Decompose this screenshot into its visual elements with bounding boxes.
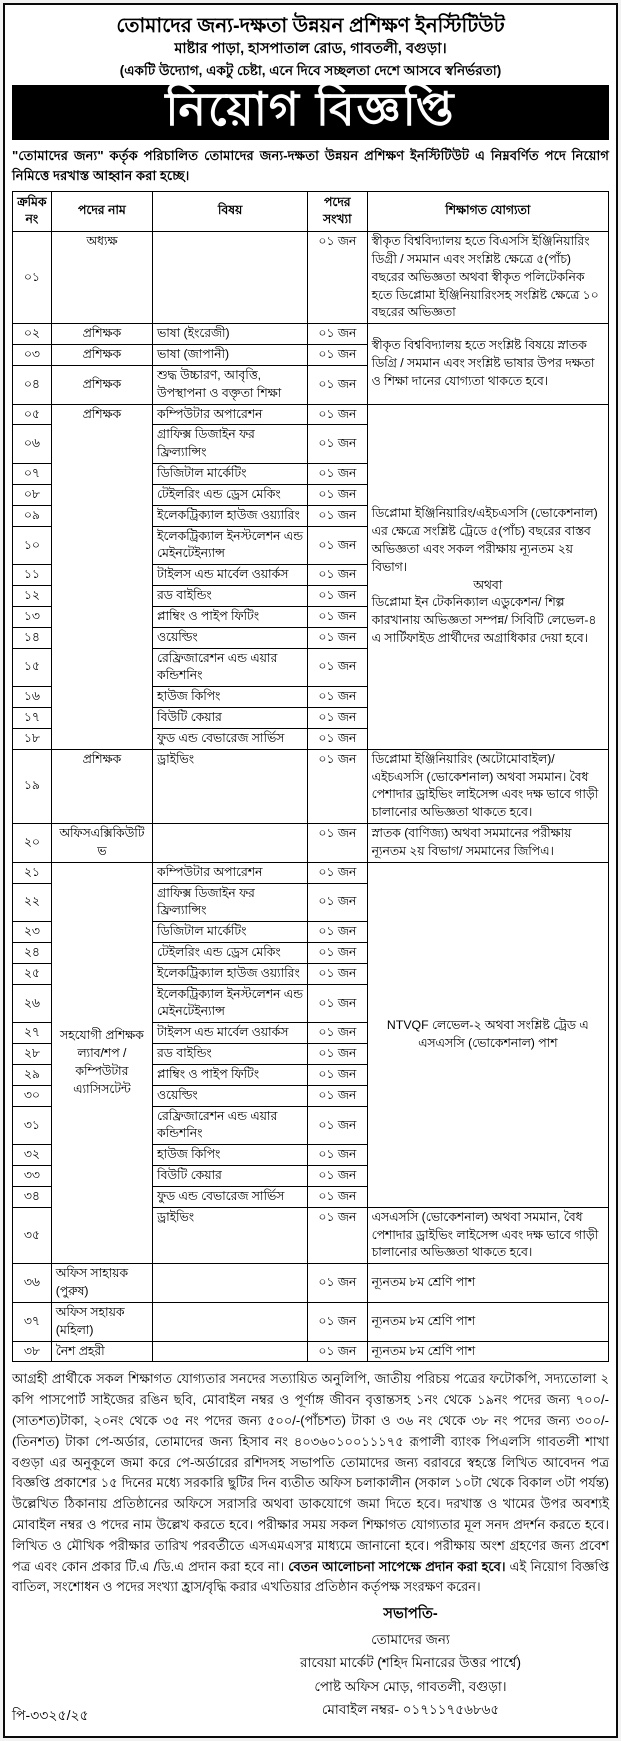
post-name-cell	[51, 862, 152, 1264]
cell-line: অথবা	[473, 577, 503, 592]
table-row	[13, 1264, 609, 1303]
post-name-cell: প্রশিক্ষক	[51, 324, 152, 345]
qualification-cell	[367, 404, 608, 749]
serial-cell: ৩৭	[13, 1302, 52, 1341]
subject-cell: ড্রাইভিং	[153, 749, 308, 823]
serial-cell: ২১	[13, 862, 52, 883]
qualification-cell: ন্যূনতম ৮ম শ্রেণি পাশ	[367, 1341, 608, 1362]
table-row	[13, 404, 609, 425]
post-count-cell: ০১ জন	[308, 345, 368, 366]
post-count-cell: ০১ জন	[308, 1023, 368, 1044]
post-count-cell: ০১ জন	[308, 324, 368, 345]
subject-cell: ডিজিটাল মার্কেটিং	[153, 464, 308, 485]
subject-cell: টাইলস এন্ড মার্বেল ওয়ার্কস	[153, 1023, 308, 1044]
serial-cell: ৩৮	[13, 1341, 52, 1362]
signature-address-1: রাবেয়া মার্কেট (শহিদ মিনারের উত্তর পার্শ্বে)	[300, 1655, 521, 1671]
subject-cell: ইলেকট্রিক্যাল ইনস্টলেশন এন্ড মেইনটেইন্যান্স	[153, 984, 308, 1023]
col-header-serial: ক্রমিক নং	[13, 191, 52, 232]
serial-cell: ৩৫	[13, 1207, 52, 1263]
cell-line: ল্যাব/শপ / কম্পিউটার	[75, 1046, 129, 1078]
post-name-cell: প্রশিক্ষক	[51, 404, 152, 749]
banner-title: নিয়োগ বিজ্ঞপ্তি	[165, 83, 456, 136]
table-row	[13, 324, 609, 345]
table-row	[13, 1341, 609, 1362]
post-name-cell: অফিস সাহায়ক (পুরুষ)	[51, 1264, 152, 1303]
notice-page	[3, 3, 618, 1738]
qualification-cell: এসএসসি (ভোকেশনাল) অথবা সমমান, বৈধ পেশাদার ড্রাইভিং লাইসেন্স এবং দক্ষ ভাবে গাড়ী চালানোর অভিজ্ঞতা থাকতে হবে।	[367, 1207, 608, 1263]
post-count-cell: ০১ জন	[308, 1186, 368, 1207]
subject-cell: ভাষা (জাপানী)	[153, 345, 308, 366]
serial-cell: ২২	[13, 883, 52, 922]
subject-cell	[153, 1341, 308, 1362]
post-name-cell: প্রশিক্ষক	[51, 345, 152, 366]
qualification-cell: ডিপ্লোমা ইঞ্জিনিয়ারিং (অটোমোবাইল)/এইচএসসি (ভোকেশনাল) অথবা সমমান। বৈধ পেশাদার ড্রাইভিং লাইসেন্স এবং দক্ষ ভাবে গাড়ী চালানোর অভিজ্ঞতা থাকতে হবে।	[367, 749, 608, 823]
post-count-cell: ০১ জন	[308, 648, 368, 687]
subject-cell	[153, 824, 308, 863]
table-row	[13, 862, 609, 883]
serial-cell: ৩১	[13, 1106, 52, 1145]
subject-cell: হাউজ কিপিং	[153, 687, 308, 708]
post-count-cell: ০১ জন	[308, 627, 368, 648]
post-count-cell: ০১ জন	[308, 1302, 368, 1341]
post-count-cell: ০১ জন	[308, 586, 368, 607]
notes-text-2: এই নিয়োগ বিজ্ঞপ্তি বাতিল, সংশোধন ও পদের সংখ্যা হ্রাস/বৃদ্ধি করার এখতিয়ার প্রতিষ্ঠান কর্তৃপক্ষ সংরক্ষণ করেন।	[12, 1558, 610, 1595]
serial-cell: ০৩	[13, 345, 52, 366]
col-header-subject: বিষয়	[153, 191, 308, 232]
qualification-cell: স্বীকৃত বিশ্ববিদ্যালয় হতে বিএসসি ইঞ্জিনিয়ারিং ডিগ্রী / সমমান এবং সংশ্লিষ্ট ক্ষেত্রে ৫(পাঁচ) বছরের অভিজ্ঞতা অথবা স্বীকৃত পলিটেকনিক হতে ডিপ্লোমা ইঞ্জিনিয়ারিংসহ সংশ্লিষ্ট ক্ষেত্রে ১০ বছরের অভিজ্ঞতা	[367, 232, 608, 324]
signature-mobile: মোবাইল নম্বর- ০১৭১১৭৫৬৮৬৫	[321, 1702, 500, 1718]
serial-cell: ২৬	[13, 984, 52, 1023]
org-slogan: (একটি উদ্যোগ, একটু চেষ্টা, এনে দিবে সচ্ছলতা দেশে আসবে স্বনির্ভরতা)	[119, 62, 502, 78]
serial-cell: ২৪	[13, 942, 52, 963]
post-name-cell: নৈশ প্রহরী	[51, 1341, 152, 1362]
subject-cell: ইলেকট্রিক্যাল হাউজ ওয়্যারিং	[153, 505, 308, 526]
cell-line: ডিপ্লোমা ইঞ্জিনিয়ারিং/এইচএসসি (ভোকেশনাল) এর ক্ষেত্রে সংশ্লিষ্ট ট্রেডে ৫(পাঁচ) বছরের বাস্তব অভিজ্ঞতা এবং সকল পরীক্ষায় ন্যূনতম ২য় বিভাগ।	[371, 506, 598, 574]
serial-cell: ১৭	[13, 708, 52, 729]
notes-text-1: আগ্রহী প্রার্থীকে সকল শিক্ষাগত যোগ্যতার সনদের সত্যায়িত অনুলিপি, জাতীয় পরিচয় পত্রের ফটোকপি, সদ্যতোলা ২ কপি পাসপোর্ট সাইজের রঙিন ছবি, মোবাইল নম্বর ও পূর্ণাঙ্গ জীবন বৃত্তান্তসহ ১নং থেকে ১৯নং পদের জন্য ৭০০/-(সাতশত)টাকা, ২০নং থেকে ৩৫ নং পদের জন্য ৫০০/-(পাঁচশত) টাকা ও ৩৬ নং থেকে ৩৮ নং পদের জন্য ৩০০/-(তিনশত) টাকা পে-অর্ডার, তোমাদের জন্য হিসাব নং ৪০৩৬০১০০১১১৭৫ রূপালী ব্যাংক পিএলসি গাবতলী শাখা বগুড়া এর অনুকূলে জমা করে পে-অর্ডারের রশিদসহ সভাপতি তোমাদের জন্য বরাবরে স্বহস্তে লিখিত আবেদন পত্র বিজ্ঞপ্তি প্রকাশের ১৫ দিনের মধ্যে সরকারি ছুটির দিন ব্যতীত অফিস চলাকালীন (সকাল ১০টা থেকে বিকাল ৩টা পর্যন্ত) উল্লেখিত ঠিকানায় প্রতিষ্ঠানের অফিসে সরাসরি অথবা ডাকযোগে জমা দিতে হবে। দরখাস্ত ও খামের উপর অবশ্যই মোবাইল নম্বর ও পদের নাম উল্লেখ করতে হবে। পরীক্ষার সময় সকল শিক্ষাগত যোগ্যতার মূল সনদ প্রদর্শন করতে হবে। লিখিত ও মৌখিক পরীক্ষার তারিখ পরবর্তীতে এসএমএস'র মাধ্যমে জানানো হবে। পরীক্ষায় অংশ গ্রহণের জন্য প্রবেশ পত্র এবং কোন প্রকার টি.এ /ডি.এ প্রদান করা হবে না।	[12, 1371, 609, 1574]
subject-cell: ডিজিটাল মার্কেটিং	[153, 922, 308, 943]
signature-address-2: পোষ্ট অফিস মোড়, গাবতলী, বগুড়া।	[314, 1678, 507, 1694]
post-count-cell: ০১ জন	[308, 1341, 368, 1362]
subject-cell: ইলেকট্রিক্যাল হাউজ ওয়্যারিং	[153, 963, 308, 984]
serial-cell: ০২	[13, 324, 52, 345]
subject-cell: ভাষা (ইংরেজী)	[153, 324, 308, 345]
post-count-cell: ০১ জন	[308, 526, 368, 565]
subject-cell: প্লাম্বিং ও পাইপ ফিটিং	[153, 606, 308, 627]
serial-cell: ২৯	[13, 1064, 52, 1085]
subject-cell	[153, 1302, 308, 1341]
qualification-cell: NTVQF লেভেল-২ অথবা সংশ্লিষ্ট ট্রেড এ এসএসসি (ভোকেশনাল) পাশ	[367, 862, 608, 1207]
ref-number: পি-৩৩২৫/২৫	[12, 1707, 89, 1724]
serial-cell: ১৬	[13, 687, 52, 708]
cell-line: সহযোগী প্রশিক্ষক	[60, 1028, 144, 1043]
table-row	[13, 824, 609, 863]
post-count-cell: ০১ জন	[308, 963, 368, 984]
col-header-post-name: পদের নাম	[51, 191, 152, 232]
post-count-cell: ০১ জন	[308, 1207, 368, 1263]
positions-table-body	[13, 232, 609, 1362]
post-count-cell: ০১ জন	[308, 565, 368, 586]
cell-line: ডিপ্লোমা ইন টেকনিক্যাল এডুকেশন/ শিল্প কারখানায় অভিজ্ঞতা সম্পন্ন/ সিবিটি লেভেল-৪ এ সার্টিফাইড প্রার্থীদের অগ্রাধিকার দেয়া হবে।	[371, 595, 597, 646]
serial-cell: ২৭	[13, 1023, 52, 1044]
subject-cell: টেইলরিং এন্ড ড্রেস মেকিং	[153, 484, 308, 505]
signature-org: তোমাদের জন্য	[371, 1631, 450, 1647]
subject-cell: ওয়েল্ডিং	[153, 627, 308, 648]
post-count-cell: ০১ জন	[308, 464, 368, 485]
post-count-cell: ০১ জন	[308, 749, 368, 823]
footer	[12, 1602, 609, 1730]
qualification-cell: স্নাতক (বাণিজ্য) অথবা সমমানের পরীক্ষায় ন্যূনতম ২য় বিভাগ/ সমমানের জিপিএ।	[367, 824, 608, 863]
post-count-cell: ০১ জন	[308, 365, 368, 404]
post-count-cell: ০১ জন	[308, 883, 368, 922]
intro-paragraph: "তোমাদের জন্য" কর্তৃক পরিচালিত তোমাদের জন্য-দক্ষতা উন্নয়ন প্রশিক্ষণ ইনস্টিটিউট এ নিম্নবর্ণিত পদে নিয়োগ নিমিত্তে দরখাস্ত আহ্বান করা হচ্ছে।	[12, 147, 609, 184]
post-name-cell: প্রশিক্ষক	[51, 365, 152, 404]
post-count-cell: ০১ জন	[308, 606, 368, 627]
serial-cell: ২৫	[13, 963, 52, 984]
serial-cell: ১১	[13, 565, 52, 586]
post-count-cell: ০১ জন	[308, 984, 368, 1023]
serial-cell: ১০	[13, 526, 52, 565]
org-name: তোমাদের জন্য-দক্ষতা উন্নয়ন প্রশিক্ষণ ইনস্টিটিউট	[116, 15, 505, 37]
positions-table	[12, 191, 609, 1363]
serial-cell: ৩০	[13, 1085, 52, 1106]
table-row	[13, 749, 609, 823]
post-name-cell: অফিস সহায়ক (মহিলা)	[51, 1302, 152, 1341]
col-header-qualification: শিক্ষাগত যোগ্যতা	[367, 191, 608, 232]
serial-cell: ১৪	[13, 627, 52, 648]
post-count-cell: ০১ জন	[308, 687, 368, 708]
signature-block	[300, 1602, 521, 1730]
subject-cell	[153, 1264, 308, 1303]
post-count-cell: ০১ জন	[308, 1064, 368, 1085]
subject-cell: ড্রাইভিং	[153, 1207, 308, 1263]
subject-cell: রেফ্রিজারেশন এন্ড এয়ার কন্ডিশনিং	[153, 1106, 308, 1145]
serial-cell: ০১	[13, 232, 52, 324]
subject-cell: টেইলরিং এন্ড ড্রেস মেকিং	[153, 942, 308, 963]
post-count-cell: ০১ জন	[308, 1145, 368, 1166]
post-name-cell: অধ্যক্ষ	[51, 232, 152, 324]
serial-cell: ৩৪	[13, 1186, 52, 1207]
qualification-cell: ন্যূনতম ৮ম শ্রেণি পাশ	[367, 1264, 608, 1303]
subject-cell: রেফ্রিজারেশন এন্ড এয়ার কন্ডিশনিং	[153, 648, 308, 687]
table-row	[13, 232, 609, 324]
serial-cell: ০৭	[13, 464, 52, 485]
post-count-cell: ০১ জন	[308, 728, 368, 749]
serial-cell: ০৪	[13, 365, 52, 404]
serial-cell: ৩২	[13, 1145, 52, 1166]
post-count-cell: ০১ জন	[308, 862, 368, 883]
org-address: মাষ্টার পাড়া, হাসপাতাল রোড, গাবতলী, বগুড়া।	[174, 41, 447, 57]
serial-cell: ০৬	[13, 425, 52, 464]
serial-cell: ৩৩	[13, 1166, 52, 1187]
post-count-cell: ০১ জন	[308, 404, 368, 425]
post-count-cell: ০১ জন	[308, 232, 368, 324]
subject-cell: ওয়েল্ডিং	[153, 1085, 308, 1106]
subject-cell: রড বাইন্ডিং	[153, 586, 308, 607]
post-count-cell: ০১ জন	[308, 708, 368, 729]
post-count-cell: ০১ জন	[308, 1166, 368, 1187]
cell-line: এ্যাসিসটেন্ট	[73, 1081, 131, 1096]
serial-cell: ২৩	[13, 922, 52, 943]
post-count-cell: ০১ জন	[308, 1264, 368, 1303]
subject-cell: প্লাম্বিং ও পাইপ ফিটিং	[153, 1064, 308, 1085]
subject-cell: ফুড এন্ড বেভারেজ সার্ভিস	[153, 1186, 308, 1207]
post-count-cell: ০১ জন	[308, 484, 368, 505]
post-count-cell: ০১ জন	[308, 1085, 368, 1106]
notice-banner	[12, 85, 609, 139]
subject-cell: টাইলস এন্ড মার্বেল ওয়ার্কস	[153, 565, 308, 586]
post-count-cell: ০১ জন	[308, 505, 368, 526]
subject-cell: রড বাইন্ডিং	[153, 1044, 308, 1065]
table-header-row	[13, 191, 609, 232]
serial-cell: ২০	[13, 824, 52, 863]
post-name-cell: অফিসএক্সিকিউটিভ	[51, 824, 152, 863]
serial-cell: ১২	[13, 586, 52, 607]
post-count-cell: ০১ জন	[308, 922, 368, 943]
subject-cell: গ্রাফিক্স ডিজাইন ফর ফ্রিল্যান্সিং	[153, 425, 308, 464]
serial-cell: ০৫	[13, 404, 52, 425]
serial-cell: ০৯	[13, 505, 52, 526]
post-count-cell: ০১ জন	[308, 824, 368, 863]
qualification-cell: স্বীকৃত বিশ্ববিদ্যালয় হতে সংশ্লিষ্ট বিষয়ে স্নাতক ডিগ্রি / সমমান এবং সংশ্লিষ্ট ভাষার উপর দক্ষতা ও শিক্ষা দানের যোগ্যতা থাকতে হবে।	[367, 324, 608, 404]
serial-cell: ১৫	[13, 648, 52, 687]
subject-cell	[153, 232, 308, 324]
subject-cell: বিউটি কেয়ার	[153, 1166, 308, 1187]
subject-cell: ফুড এন্ড বেভারেজ সার্ভিস	[153, 728, 308, 749]
subject-cell: কম্পিউটার অপারেশন	[153, 404, 308, 425]
table-row	[13, 1302, 609, 1341]
col-header-post-count: পদের সংখ্যা	[308, 191, 368, 232]
subject-cell: গ্রাফিক্স ডিজাইন ফর ফ্রিল্যান্সিং	[153, 883, 308, 922]
serial-cell: ০৮	[13, 484, 52, 505]
post-count-cell: ০১ জন	[308, 942, 368, 963]
subject-cell: হাউজ কিপিং	[153, 1145, 308, 1166]
serial-cell: ৩৬	[13, 1264, 52, 1303]
post-count-cell: ০১ জন	[308, 425, 368, 464]
post-name-cell: প্রশিক্ষক	[51, 749, 152, 823]
serial-cell: ১৮	[13, 728, 52, 749]
serial-cell: ২৮	[13, 1044, 52, 1065]
subject-cell: কম্পিউটার অপারেশন	[153, 862, 308, 883]
qualification-cell: ন্যূনতম ৮ম শ্রেণি পাশ	[367, 1302, 608, 1341]
post-count-cell: ০১ জন	[308, 1106, 368, 1145]
subject-cell: বিউটি কেয়ার	[153, 708, 308, 729]
signature-title: সভাপতি-	[383, 1606, 438, 1623]
notes-paragraph	[12, 1369, 609, 1598]
notes-text-bold: বেতন আলোচনা সাপেক্ষে প্রদান করা হবে।	[288, 1558, 506, 1574]
serial-cell: ১৩	[13, 606, 52, 627]
subject-cell: শুদ্ধ উচ্চারণ, আবৃত্তি, উপস্থাপনা ও বক্তৃতা শিক্ষা	[153, 365, 308, 404]
serial-cell: ১৯	[13, 749, 52, 823]
post-count-cell: ০১ জন	[308, 1044, 368, 1065]
subject-cell: ইলেকট্রিক্যাল ইনস্টলেশন এন্ড মেইনটেইন্যান্স	[153, 526, 308, 565]
